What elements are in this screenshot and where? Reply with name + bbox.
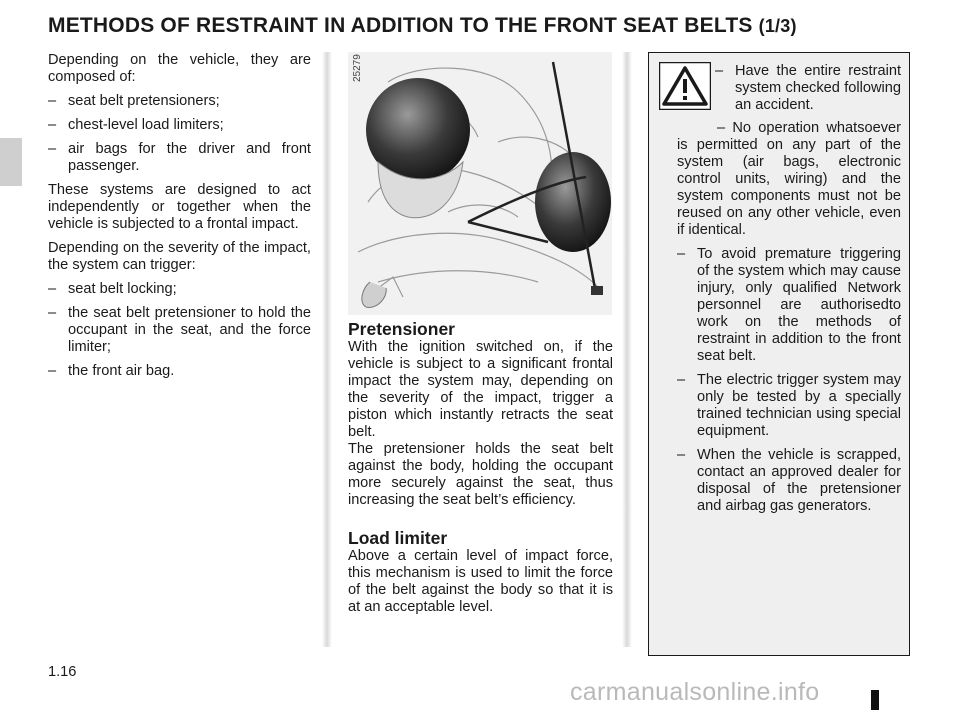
triggers-list	[48, 281, 311, 380]
watermark: carmanualsonline.info	[570, 678, 820, 706]
list-item: – To avoid premature triggering of the system which may cause injury, only qualified Network personnel are authorisedto work on the methods of restraint in addition to the front seat belt.	[677, 246, 901, 364]
belt-buckle	[591, 286, 603, 295]
airbag-seat-illustration	[348, 52, 612, 315]
list-item: – the seat belt pretensioner to hold the occupant in the seat, and the force limiter;	[48, 305, 311, 355]
warning-list	[677, 246, 901, 515]
pretensioner-text-1: With the ignition switched on, if the vehicle is subject to a significant frontal impact the system may, depending on the severity of the impact, trigger a piston which instantly retracts the seat belt.	[348, 339, 613, 440]
warning-box	[648, 52, 910, 656]
page-number: 1.16	[48, 664, 77, 680]
intro-text: Depending on the vehicle, they are composed of:	[48, 52, 311, 85]
seat-airbag-drawing	[348, 52, 612, 315]
page-edge-marker	[871, 690, 879, 710]
severity-intro: Depending on the severity of the impact, the system can trigger:	[48, 240, 311, 273]
components-list	[48, 93, 311, 175]
list-item: – The electric trigger system may only be tested by a specially trained technician using special equipment.	[677, 372, 901, 439]
page-title	[48, 14, 797, 38]
systems-text: These systems are designed to act independently or together when the vehicle is subjected to a frontal impact.	[48, 182, 311, 232]
page-title-text: METHODS OF RESTRAINT IN ADDITION TO THE FRONT SEAT BELTS	[48, 14, 753, 37]
column-divider-left	[322, 52, 332, 647]
section-tab	[0, 138, 22, 186]
figure-number: 25279	[352, 54, 363, 82]
list-item: – air bags for the driver and front passenger.	[48, 141, 311, 174]
list-item: – When the vehicle is scrapped, contact an approved dealer for disposal of the pretensioner and airbag gas generators.	[677, 447, 901, 514]
warning-paragraph: – No operation whatsoever is permitted on any part of the system (air bags, electronic control units, wiring) and the system components must not be reused on any other vehicle, even if identical.	[677, 120, 901, 238]
warning-first-list	[715, 63, 901, 114]
load-limiter-heading: Load limiter	[348, 528, 448, 548]
warning-text	[677, 63, 901, 522]
pretensioner-heading: Pretensioner	[348, 319, 455, 339]
intro-column	[48, 52, 311, 387]
list-item: – seat belt pretensioners;	[48, 93, 220, 109]
load-limiter-text: Above a certain level of impact force, this mechanism is used to limit the force of the belt against the body so that it is at an acceptable level.	[348, 548, 613, 615]
column-divider-right	[622, 52, 632, 647]
list-item: – seat belt locking;	[48, 281, 177, 297]
list-item: – the front air bag.	[48, 363, 175, 379]
page-title-part: (1/3)	[758, 16, 797, 36]
list-item: – chest-level load limiters;	[48, 117, 224, 133]
pretensioner-column	[348, 320, 613, 616]
list-item: – Have the entire restraint system checked following an accident.	[715, 63, 901, 113]
pretensioner-text-2: The pretensioner holds the seat belt against the body, holding the occupant more securely against the seat, thus increasing the seat belt’s efficiency.	[348, 441, 613, 508]
